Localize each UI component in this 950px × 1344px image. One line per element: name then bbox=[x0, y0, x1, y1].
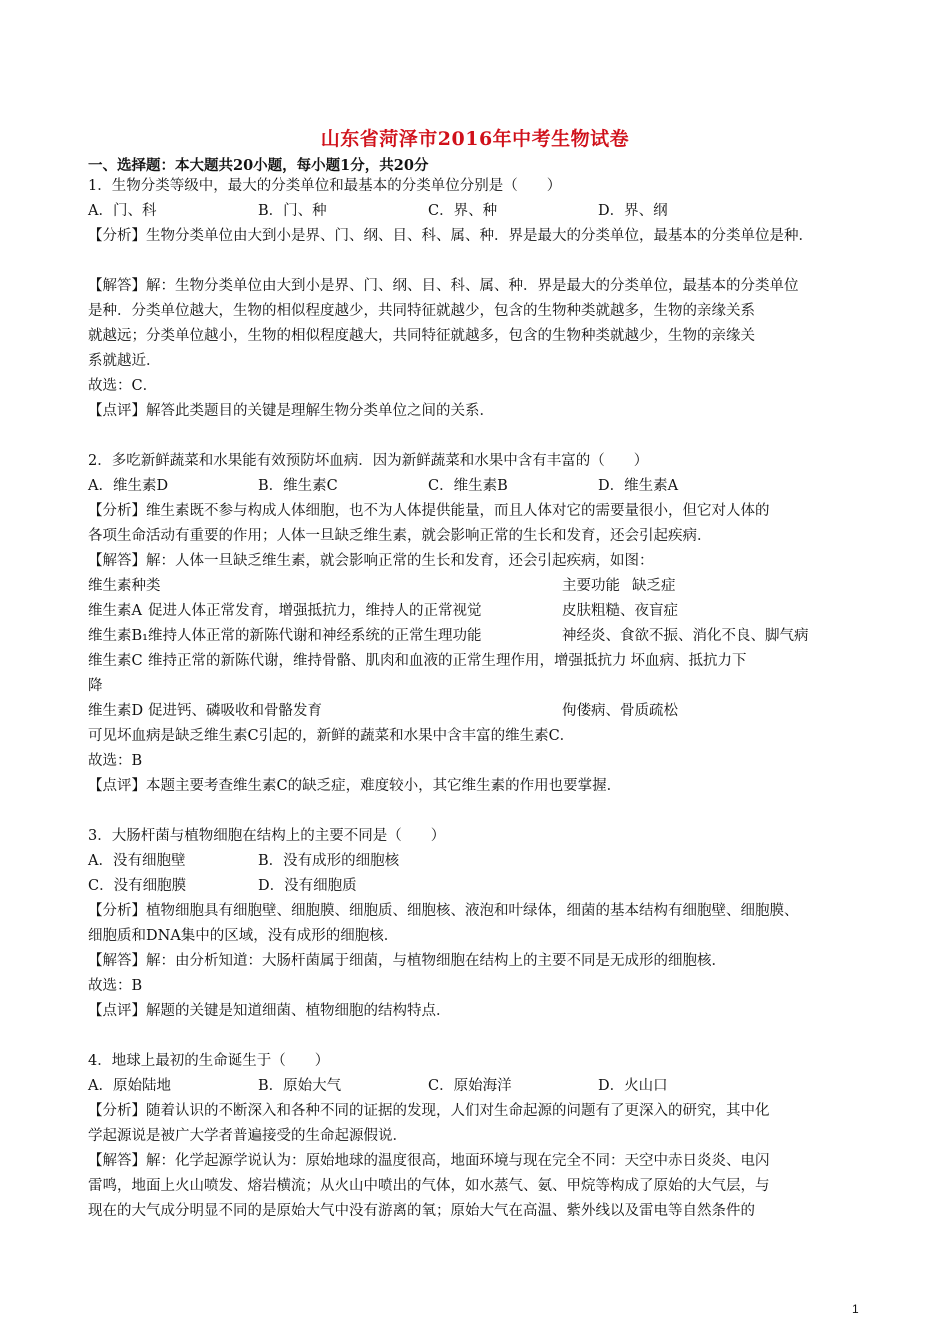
vitamin-deficiency: 佝偻病、骨质疏松 bbox=[562, 703, 678, 719]
q4-option-b: B．原始大气 bbox=[258, 1078, 342, 1094]
q3-option-d: D．没有细胞质 bbox=[258, 878, 357, 894]
q1-option-a: A．门、科 bbox=[88, 203, 157, 219]
section-heading: 一、选择题：本大题共20小题，每小题1分，共20分 bbox=[88, 157, 429, 174]
q1-option-b: B．门、种 bbox=[258, 203, 327, 219]
q4-answer-line: 雷鸣，地面上火山喷发、熔岩横流；从火山中喷出的气体，如水蒸气、氨、甲烷等构成了原始的大气层，与 bbox=[88, 1178, 770, 1194]
q4-option-c: C．原始海洋 bbox=[428, 1078, 512, 1094]
page-title: 山东省菏泽市2016年中考生物试卷 bbox=[320, 128, 630, 150]
q3-stem: 3．大肠杆菌与植物细胞在结构上的主要不同是（ ） bbox=[88, 828, 446, 844]
table-header-deficiency: 缺乏症 bbox=[632, 578, 676, 594]
q2-options bbox=[88, 474, 870, 499]
question-content bbox=[88, 174, 870, 1224]
vitamin-name: 维生素C bbox=[88, 653, 143, 669]
q3-option-c: C．没有细胞膜 bbox=[88, 878, 187, 894]
q2-option-c: C．维生素B bbox=[428, 478, 508, 494]
q4-answer-line: 现在的大气成分明显不同的是原始大气中没有游离的氧；原始大气在高温、紫外线以及雷电等自然条件的 bbox=[88, 1203, 755, 1219]
q2-analysis-line: 【分析】维生素既不参与构成人体细胞，也不为人体提供能量，而且人体对它的需要量很小，但它对人体的 bbox=[88, 503, 770, 519]
q2-answer: 【解答】解：人体一旦缺乏维生素，就会影响正常的生长和发育，还会引起疾病，如图： bbox=[88, 553, 654, 569]
q3-answer: 【解答】解：由分析知道：大肠杆菌属于细菌，与植物细胞在结构上的主要不同是无成形的细胞核． bbox=[88, 953, 726, 969]
q1-comment: 【点评】解答此类题目的关键是理解生物分类单位之间的关系． bbox=[88, 403, 494, 419]
q3-analysis-line: 细胞质和DNA集中的区域，没有成形的细胞核． bbox=[88, 928, 399, 944]
q4-analysis-line: 学起源说是被广大学者普遍接受的生命起源假说． bbox=[88, 1128, 407, 1144]
vitamin-function: 促进钙、磷吸收和骨骼发育 bbox=[148, 703, 322, 719]
q1-answer-line: 就越远；分类单位越小，生物的相似程度越大，共同特征就越多，包含的生物种类就越少，生物的亲缘关 bbox=[88, 328, 755, 344]
vitamin-name: 维生素B₁ bbox=[88, 628, 148, 644]
q3-option-b: B．没有成形的细胞核 bbox=[258, 853, 400, 869]
q3-analysis-line: 【分析】植物细胞具有细胞壁、细胞膜、细胞质、细胞核、液泡和叶绿体，细菌的基本结构有细胞壁、细胞膜、 bbox=[88, 903, 799, 919]
vitamin-function: 促进人体正常发育，增强抵抗力，维持人的正常视觉 bbox=[148, 603, 482, 619]
q1-analysis: 【分析】生物分类单位由大到小是界、门、纲、目、科、属、种．界是最大的分类单位，最基本的分类单位是种． bbox=[88, 228, 813, 244]
q4-option-a: A．原始陆地 bbox=[88, 1078, 171, 1094]
q1-stem: 1．生物分类等级中，最大的分类单位和最基本的分类单位分别是（ ） bbox=[88, 178, 562, 194]
vitamin-function: 维持正常的新陈代谢，维持骨骼、肌肉和血液的正常生理作用，增强抵抗力 bbox=[148, 653, 627, 669]
vitamin-function: 维持人体正常的新陈代谢和神经系统的正常生理功能 bbox=[148, 628, 482, 644]
q2-comment: 【点评】本题主要考查维生素C的缺乏症，难度较小，其它维生素的作用也要掌握． bbox=[88, 778, 622, 794]
q1-answer-line: 是种．分类单位越大，生物的相似程度越少，共同特征就越少，包含的生物种类就越多，生物的亲缘关系 bbox=[88, 303, 755, 319]
q4-options bbox=[88, 1074, 870, 1099]
q1-option-c: C．界、种 bbox=[428, 203, 498, 219]
vitamin-table-header bbox=[88, 574, 870, 599]
vitamin-name: 维生素A bbox=[88, 603, 142, 619]
q1-options bbox=[88, 199, 870, 224]
vitamin-table-row bbox=[88, 624, 870, 649]
q3-comment: 【点评】解题的关键是知道细菌、植物细胞的结构特点． bbox=[88, 1003, 451, 1019]
q1-answer-line: 系就越近． bbox=[88, 353, 161, 369]
q2-stem: 2．多吃新鲜蔬菜和水果能有效预防坏血病．因为新鲜蔬菜和水果中含有丰富的（ ） bbox=[88, 453, 649, 469]
q2-option-b: B．维生素C bbox=[258, 478, 338, 494]
q4-answer-line: 【解答】解：化学起源学说认为：原始地球的温度很高，地面环境与现在完全不同：天空中赤日炎炎、电闪 bbox=[88, 1153, 770, 1169]
q1-choice: 故选：C． bbox=[88, 378, 158, 394]
q1-answer-line: 【解答】解：生物分类单位由大到小是界、门、纲、目、科、属、种．界是最大的分类单位，最基本的分类单位 bbox=[88, 278, 799, 294]
vitamin-deficiency: 神经炎、食欲不振、消化不良、脚气病 bbox=[562, 628, 809, 644]
q4-option-d: D．火山口 bbox=[598, 1078, 668, 1094]
vitamin-deficiency: 坏血病、抵抗力下 bbox=[630, 653, 747, 669]
page-number: 1 bbox=[852, 1302, 859, 1316]
q3-option-a: A．没有细胞壁 bbox=[88, 853, 186, 869]
vitamin-deficiency: 皮肤粗糙、夜盲症 bbox=[562, 603, 678, 619]
vitamin-table-row bbox=[88, 649, 870, 674]
vitamin-name: 维生素D bbox=[88, 703, 144, 719]
q3-options-row bbox=[88, 874, 870, 899]
q3-choice: 故选：B bbox=[88, 978, 143, 994]
table-header-function: 主要功能 bbox=[562, 578, 620, 594]
q4-analysis-line: 【分析】随着认识的不断深入和各种不同的证据的发现，人们对生命起源的问题有了更深入的研究，其中化 bbox=[88, 1103, 770, 1119]
q2-choice: 故选：B bbox=[88, 753, 143, 769]
q3-options-row bbox=[88, 849, 870, 874]
q1-option-d: D．界、纲 bbox=[598, 203, 668, 219]
q2-analysis-line: 各项生命活动有重要的作用；人体一旦缺乏维生素，就会影响正常的生长和发育，还会引起疾病． bbox=[88, 528, 712, 544]
q2-conclusion: 可见坏血病是缺乏维生素C引起的，新鲜的蔬菜和水果中含丰富的维生素C． bbox=[88, 728, 575, 744]
q2-option-d: D．维生素A bbox=[598, 478, 679, 494]
q4-stem: 4．地球上最初的生命诞生于（ ） bbox=[88, 1053, 330, 1069]
vitamin-table-row bbox=[88, 699, 870, 724]
vitamin-table-row bbox=[88, 599, 870, 624]
vitamin-deficiency-continued: 降 bbox=[88, 678, 103, 694]
q2-option-a: A．维生素D bbox=[88, 478, 169, 494]
table-header-kind: 维生素种类 bbox=[88, 578, 161, 594]
